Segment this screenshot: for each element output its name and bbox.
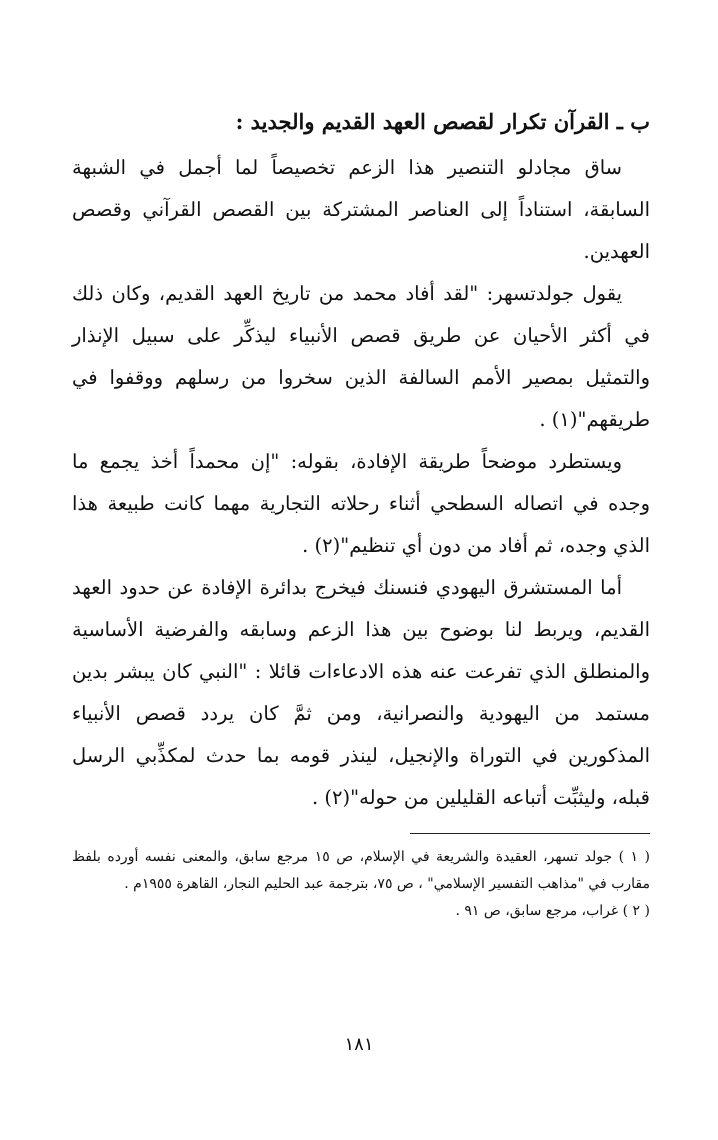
- page-number: ١٨١: [344, 1034, 374, 1055]
- paragraph-intro: ساق مجادلو التنصير هذا الزعم تخصيصاً لما أجمل في الشبهة السابقة، استناداً إلى العناصر المشتركة بين القصص القرآني وقصص العهدين.: [72, 156, 650, 263]
- footnote-separator: [410, 833, 650, 834]
- footnote-1: ( ١ ) جولد تسهر، العقيدة والشريعة في الإسلام، ص ١٥ مرجع سابق، والمعنى نفسه أورده بلفظ مقارب في "مذاهب التفسير الإسلامي" ، ص ٧٥، بترجمة عبد الحليم النجار، القاهرة ١٩٥٥م .: [72, 849, 650, 892]
- section-heading: ب ـ القرآن تكرار لقصص العهد القديم والجديد :: [235, 109, 650, 134]
- paragraph-goldziher-continuation: ويستطرد موضحاً طريقة الإفادة، بقوله: "إن محمداً أخذ يجمع ما وجده في اتصاله السطحي أثناء رحلاته التجارية مهما كانت طبيعة هذا الذي وجده، ثم أفاد من دون أي تنظيم"(٢) .: [72, 450, 650, 557]
- page-body: [72, 105, 650, 925]
- paragraph-goldziher-quote: يقول جولدتسهر: "لقد أفاد محمد من تاريخ العهد القديم، وكان ذلك في أكثر الأحيان عن طريق قصص الأنبياء ليذكِّر على سبيل الإنذار والتمثيل بمصير الأمم السالفة الذين سخروا من رسلهم ووقفوا في طريقهم"(١) .: [72, 282, 650, 431]
- footnote-2: ( ٢ ) غراب، مرجع سابق، ص ٩١ .: [455, 903, 650, 919]
- paragraph-wensinck: أما المستشرق اليهودي فنسنك فيخرج بدائرة الإفادة عن حدود العهد القديم، ويربط لنا بوضوح بين هذا الزعم وسابقه والفرضية الأساسية والمنطلق الذي تفرعت عنه هذه الادعاءات قائلا : "النبي كان يبشر بدين مستمد من اليهودية والنصرانية، ومن ثمَّ كان يردد قصص الأنبياء المذكورين في التوراة والإنجيل، لينذر قومه بما حدث لمكذِّبي الرسل قبله، وليثبِّت أتباعه القليلين من حوله"(٢) .: [72, 576, 650, 809]
